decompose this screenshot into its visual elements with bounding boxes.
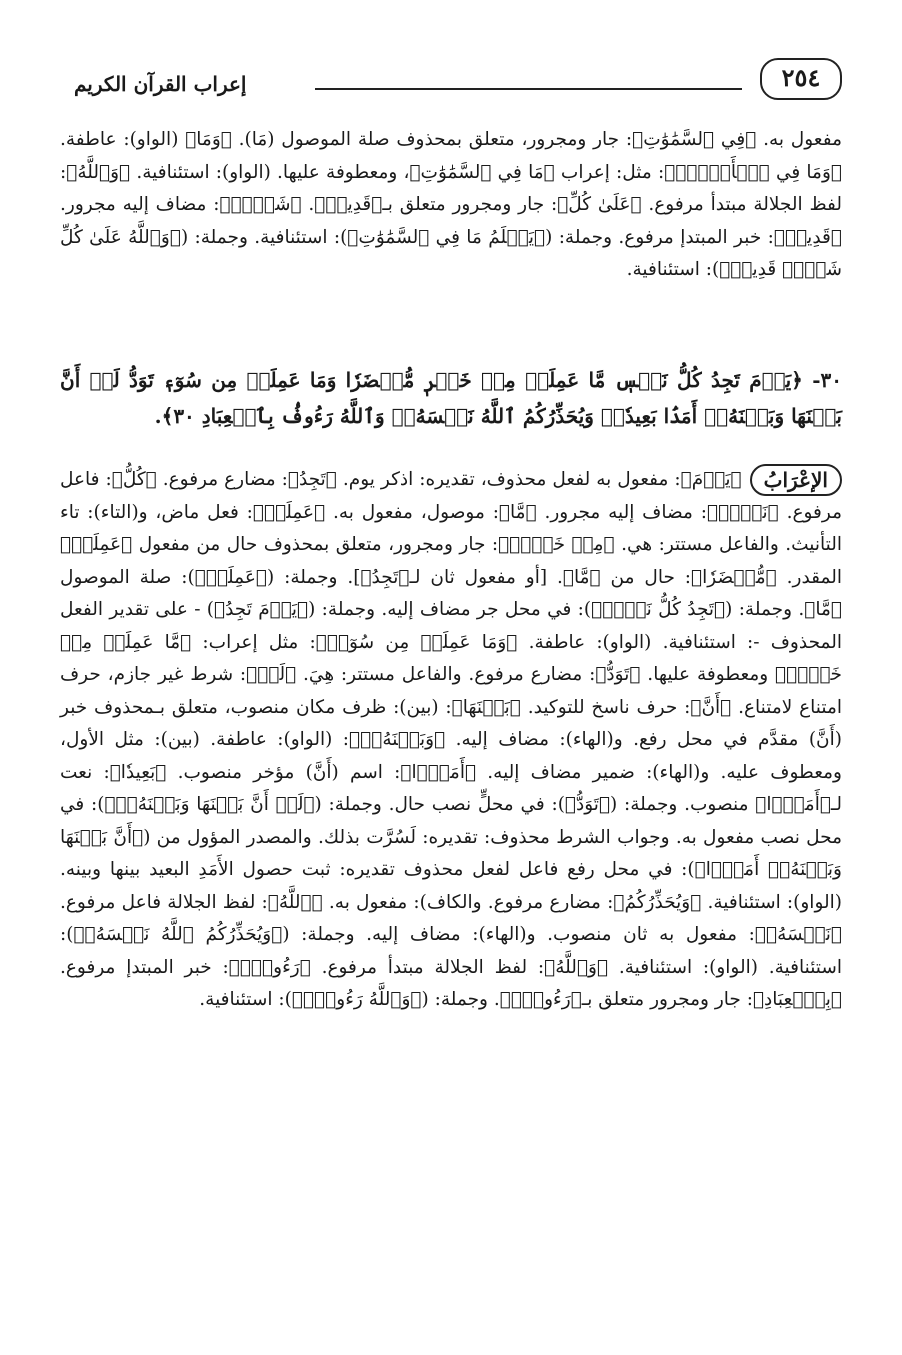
page-header (60, 58, 842, 118)
commentary-text-1: مفعول به. ﴿فِي ٱلسَّمَٰوَٰتِ﴾: جار ومجرور، متعلق بمحذوف صلة الموصول (مَا). ﴿وَمَا﴾ (الواو): عاطفة. ﴿وَمَا فِي ٱلۡأَرۡضِۗ﴾: مثل: إعراب ﴿مَا فِي ٱلسَّمَٰوَٰتِ﴾، ومعطوفة عليها. (الواو): استئنافية. ﴿وَٱللَّهُ﴾: لفظ الجلالة مبتدأ مرفوع. ﴿عَلَىٰ كُلِّ﴾: جار ومجرور متعلق بـ﴿قَدِيرٞ﴾. ﴿شَيۡءٖ﴾: مضاف إليه مجرور. ﴿قَدِيرٞ﴾: خبر المبتدإ مرفوع. وجملة: (﴿يَعۡلَمُ مَا فِي ٱلسَّمَٰوَٰتِ﴾): استئنافية. وجملة: (﴿وَٱللَّهُ عَلَىٰ كُلِّ شَيۡءٖ قَدِيرٞ﴾): استئنافية. (60, 129, 842, 280)
page-number: ٢٥٤ (760, 58, 842, 100)
verse-block (60, 362, 842, 434)
irab-label: الإعْرَابُ (750, 464, 842, 496)
commentary-paragraph-1 (60, 124, 842, 287)
book-title: إعراب القرآن الكريم (74, 72, 247, 96)
irab-section (60, 464, 842, 1017)
header-rule (315, 88, 742, 90)
verse-text: ٣٠- ﴿يَوۡمَ تَجِدُ كُلُّ نَفۡسٖ مَّا عَمِلَتۡ مِنۡ خَيۡرٖ مُّحۡضَرٗا وَمَا عَمِلَتۡ مِن سُوٓءٖ تَوَدُّ لَوۡ أَنَّ بَيۡنَهَا وَبَيۡنَهُۥٓ أَمَدَۢا بَعِيدٗاۗ وَيُحَذِّرُكُمُ ٱللَّهُ نَفۡسَهُۥۗ وَٱللَّهُ رَءُوفُۢ بِٱلۡعِبَادِ ٣٠﴾. (60, 368, 842, 428)
irab-text: ﴿يَوۡمَ﴾: مفعول به لفعل محذوف، تقديره: اذكر يوم. ﴿تَجِدُ﴾: مضارع مرفوع. ﴿كُلُّ﴾: فاعل مرفوع. ﴿نَفۡسٖ﴾: مضاف إليه مجرور. ﴿مَّا﴾: موصول، مفعول به. ﴿عَمِلَتۡ﴾: فعل ماض، و(التاء): تاء التأنيث. والفاعل مستتر: هي. ﴿مِنۡ خَيۡرٖ﴾: جار ومجرور، متعلق بمحذوف حال من مفعول ﴿عَمِلَتۡ﴾ المقدر. ﴿مُّحۡضَرٗا﴾: حال من ﴿مَّا﴾. [أو مفعول ثان لـ﴿تَجِدُ﴾]. وجملة: (﴿عَمِلَتۡ﴾): صلة الموصول ﴿مَّا﴾. وجملة: (﴿تَجِدُ كُلُّ نَفۡسٖ﴾): في محل جر مضاف إليه. وجملة: (﴿يَوۡمَ تَجِدُ﴾) - على تقدير الفعل المحذوف -: استئنافية. (الواو): عاطفة. ﴿وَمَا عَمِلَتۡ مِن سُوٓءٖ﴾: مثل إعراب: ﴿مَّا عَمِلَتۡ مِنۡ خَيۡرٖ﴾ ومعطوفة عليها. ﴿تَوَدُّ﴾: مضارع مرفوع. والفاعل مستتر: هِيَ. ﴿لَوۡ﴾: شرط غير جازم، حرف امتناع لامتناع. ﴿أَنَّ﴾: حرف ناسخ للتوكيد. ﴿بَيۡنَهَا﴾: (بين): ظرف مكان منصوب، متعلق بـمحذوف خبر (أَنَّ) مقدَّم في محل رفع. و(الهاء): مضاف إليه. ﴿وَبَيۡنَهُۥٓ﴾: (الواو): عاطفة. (بين): مثل الأول، ومعطوف عليه. و(الهاء): ضمير مضاف إليه. ﴿أَمَدَۢا﴾: اسم (أَنَّ) مؤخر منصوب. ﴿بَعِيدٗا﴾: نعت لـ﴿أَمَدَۢا﴾ منصوب. وجملة: (﴿تَوَدُّ﴾): في محلٍّ نصب حال. وجملة: (﴿لَوۡ أَنَّ بَيۡنَهَا وَبَيۡنَهُۥٓ﴾): في محل نصب مفعول به. وجواب الشرط محذوف: تقديره: لَسُرَّت بذلك. والمصدر المؤول من (﴿أَنَّ بَيۡنَهَا وَبَيۡنَهُۥٓ أَمَدَۢا﴾): في محل رفع فاعل لفعل محذوف تقديره: ثبت حصول الأَمَدِ البعيد بينها وبينه. (الواو): استئنافية. ﴿وَيُحَذِّرُكُمُ﴾: مضارع مرفوع. والكاف): مفعول به. ﴿ٱللَّهُ﴾: لفظ الجلالة فاعل مرفوع. ﴿نَفۡسَهُۥ﴾: مفعول به ثان منصوب. و(الهاء): مضاف إليه. وجملة: (﴿وَيُحَذِّرُكُمُ ٱللَّهُ نَفۡسَهُۥ﴾): استئنافية. (الواو): استئنافية. ﴿وَٱللَّهُ﴾: لفظ الجلالة مبتدأ مرفوع. ﴿رَءُوفُۢ﴾: خبر المبتدإ مرفوع. ﴿بِٱلۡعِبَادِ﴾: جار ومجرور متعلق بـ﴿رَءُوفُۢ﴾. وجملة: (﴿وَٱللَّهُ رَءُوفُۢ﴾): استئنافية. (60, 469, 842, 1010)
irab-paragraph (60, 464, 842, 1017)
